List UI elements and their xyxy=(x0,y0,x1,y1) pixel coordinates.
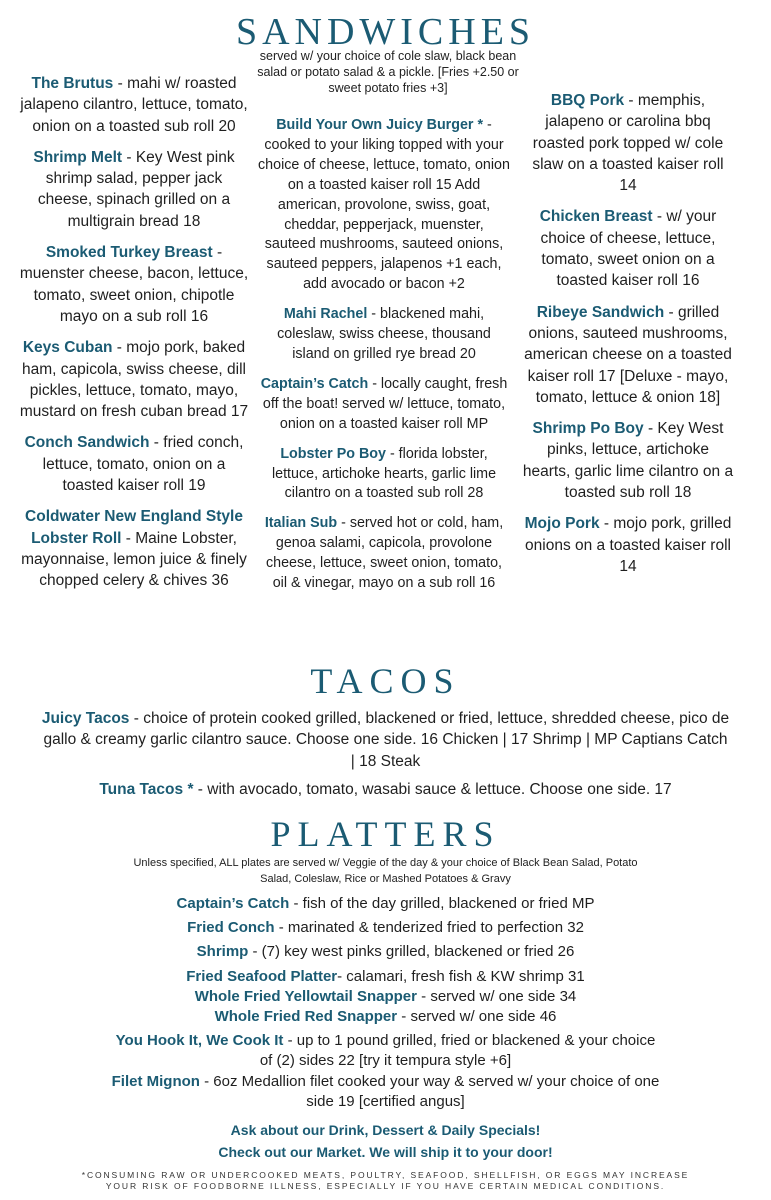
menu-item xyxy=(110,1031,661,1071)
sandwiches-left-column xyxy=(18,73,250,602)
tacos-section xyxy=(40,708,731,807)
item-desc: - 6oz Medallion filet cooked your way & served w/ your choice of one side 19 [certified angus] xyxy=(199,1072,660,1110)
menu-item xyxy=(18,147,250,232)
disclaimer-line-1: *CONSUMING RAW OR UNDERCOOKED MEATS, POULTRY, SEAFOOD, SHELLFISH, OR EGGS MAY INCREASE xyxy=(81,1170,690,1180)
sandwiches-title: SANDWICHES xyxy=(235,11,536,53)
item-desc: - up to 1 pound grilled, fried or blackened & your choice of (2) sides 22 [try it tempura style +6] xyxy=(259,1032,656,1070)
sandwiches-middle-column xyxy=(258,116,510,604)
item-name: Shrimp Po Boy xyxy=(532,420,644,438)
menu-item xyxy=(110,967,661,987)
item-name: Lobster Po Boy xyxy=(280,445,386,462)
menu-item xyxy=(110,1007,661,1027)
menu-item xyxy=(18,73,250,137)
item-name: Filet Mignon xyxy=(111,1072,200,1090)
item-name: Captain’s Catch xyxy=(176,895,290,912)
menu-item xyxy=(258,445,510,505)
menu-item xyxy=(40,779,731,800)
item-desc: - locally caught, fresh off the boat! served w/ lettuce, tomato, onion on a toasted kaiser roll MP xyxy=(262,375,508,432)
item-desc: - served hot or cold, ham, genoa salami, capicola, provolone cheese, lettuce, sweet onion, tomato, oil & vinegar, mayo on a sub roll 16 xyxy=(265,515,504,592)
menu-item xyxy=(18,506,250,591)
item-desc: - Key West pinks, lettuce, artichoke hearts, garlic lime cilantro on a toasted sub roll 18 xyxy=(522,420,734,502)
menu-item xyxy=(110,894,661,914)
item-name: You Hook It, We Cook It xyxy=(115,1032,284,1050)
item-name: Coldwater New England Style Lobster Roll xyxy=(25,508,243,547)
menu-item xyxy=(18,242,250,327)
item-name: Smoked Turkey Breast xyxy=(45,244,213,262)
item-desc: - (7) key west pinks grilled, blackened or fried 26 xyxy=(248,943,575,961)
menu-item xyxy=(522,302,734,408)
item-desc: - w/ your choice of cheese, lettuce, tomato, sweet onion on a toasted kaiser roll 16 xyxy=(540,208,717,290)
food-safety-disclaimer xyxy=(40,1170,731,1192)
item-name: Chicken Breast xyxy=(539,208,653,226)
item-desc: - served w/ one side 34 xyxy=(417,987,577,1005)
menu-item xyxy=(258,514,510,594)
specials-line-2: Check out our Market. We will ship it to your door! xyxy=(218,1143,553,1160)
platters-section xyxy=(110,894,661,1112)
item-desc: - muenster cheese, bacon, lettuce, tomato, sweet onion, chipotle mayo on a sub roll 16 xyxy=(19,244,249,325)
item-desc: - mojo pork, baked ham, capicola, swiss cheese, dill pickles, lettuce, tomato, mayo, mustard on fresh cuban bread 17 xyxy=(19,339,249,421)
item-desc: - grilled onions, sauteed mushrooms, american cheese on a toasted kaiser roll 17 [Deluxe - mayo, tomato, lettuce & onion 18] xyxy=(524,303,732,406)
item-name: Juicy Tacos xyxy=(41,710,130,727)
item-name: Build Your Own Juicy Burger * xyxy=(276,117,484,133)
specials-notice xyxy=(0,1120,771,1163)
item-name: Italian Sub xyxy=(264,515,338,532)
item-name: Ribeye Sandwich xyxy=(536,303,665,321)
menu-item xyxy=(110,987,661,1007)
menu-item xyxy=(18,337,250,422)
menu-item xyxy=(258,375,510,435)
item-name: Shrimp Melt xyxy=(33,148,123,166)
item-name: The Brutus xyxy=(31,75,114,92)
item-name: Mahi Rachel xyxy=(283,306,368,323)
menu-item xyxy=(110,1072,661,1112)
platters-intro: Unless specified, ALL plates are served w/ Veggie of the day & your choice of Black Bean Salad, Potato Salad, Coleslaw, Rice or Mashed Potatoes & Gravy xyxy=(133,857,638,885)
item-desc: - mahi w/ roasted jalapeno cilantro, lettuce, tomato, onion on a toasted sub roll 20 xyxy=(20,75,248,135)
item-desc: - calamari, fresh fish & KW shrimp 31 xyxy=(337,967,585,985)
menu-item xyxy=(522,418,734,503)
menu-item xyxy=(110,942,661,962)
menu-item xyxy=(522,206,734,291)
item-desc: - choice of protein cooked grilled, blackened or fried, lettuce, shredded cheese, pico de gallo & creamy garlic cilantro sauce. Choose one side. 16 Chicken | 17 Shrimp | MP Captians Catch | 18 Steak xyxy=(43,710,730,770)
item-desc: - blackened mahi, coleslaw, swiss cheese, thousand island on grilled rye bread 20 xyxy=(277,306,491,362)
item-name: Whole Fried Red Snapper xyxy=(214,1008,398,1026)
item-desc: - fried conch, lettuce, tomato, onion on a toasted kaiser roll 19 xyxy=(42,434,244,495)
menu-item xyxy=(258,305,510,365)
item-name: Shrimp xyxy=(196,943,249,961)
item-desc: - marinated & tenderized fried to perfection 32 xyxy=(274,919,584,937)
item-desc: - memphis, jalapeno or carolina bbq roasted pork topped w/ cole slaw on a toasted kaiser roll 14 xyxy=(532,92,724,195)
item-name: Fried Seafood Platter xyxy=(186,967,338,985)
item-desc: - fish of the day grilled, blackened or fried MP xyxy=(289,895,595,912)
item-name: Conch Sandwich xyxy=(24,434,150,452)
sandwiches-subtitle: served w/ your choice of cole slaw, black bean salad or potato salad & a pickle. [Fries +2.50 or sweet potato fries +3] xyxy=(257,49,519,95)
item-desc: - served w/ one side 46 xyxy=(397,1008,557,1026)
tacos-title: TACOS xyxy=(310,661,461,701)
specials-line-1: Ask about our Drink, Dessert & Daily Specials! xyxy=(230,1122,541,1138)
item-name: Tuna Tacos * xyxy=(99,780,194,798)
item-desc: - mojo pork, grilled onions on a toasted kaiser roll 14 xyxy=(525,515,732,575)
menu-item xyxy=(110,918,661,938)
disclaimer-line-2: YOUR RISK OF FOODBORNE ILLNESS, ESPECIALLY IF YOU HAVE CERTAIN MEDICAL CONDITIONS. xyxy=(105,1181,666,1191)
item-desc: - Key West pink shrimp salad, pepper jack cheese, spinach grilled on a multigrain bread 18 xyxy=(37,148,235,230)
sandwiches-right-column xyxy=(522,90,734,587)
item-name: Mojo Pork xyxy=(524,515,600,533)
menu-item xyxy=(18,432,250,496)
menu-item xyxy=(258,116,510,295)
platters-title: PLATTERS xyxy=(270,814,501,854)
menu-item xyxy=(522,90,734,196)
menu-item xyxy=(40,708,731,772)
item-name: Whole Fried Yellowtail Snapper xyxy=(194,987,417,1005)
item-desc: - Maine Lobster, mayonnaise, lemon juice & finely chopped celery & chives 36 xyxy=(21,529,247,590)
item-desc: - with avocado, tomato, wasabi sauce & lettuce. Choose one side. 17 xyxy=(193,780,672,798)
item-name: Captain’s Catch xyxy=(260,375,369,392)
item-desc: - cooked to your liking topped with your choice of cheese, lettuce, tomato, onion on a toasted kaiser roll 15 Add american, provolone, swiss, goat, cheddar, pepperjack, muenster, sauteed mushrooms, sauteed onions, sauteed peppers, jalapenos +1 each, add avocado or bacon +2 xyxy=(258,117,510,293)
item-name: BBQ Pork xyxy=(550,92,625,109)
item-name: Keys Cuban xyxy=(22,339,113,357)
item-name: Fried Conch xyxy=(187,919,275,937)
menu-item xyxy=(522,513,734,577)
item-desc: - florida lobster, lettuce, artichoke hearts, garlic lime cilantro on a toasted sub roll 28 xyxy=(271,445,497,502)
